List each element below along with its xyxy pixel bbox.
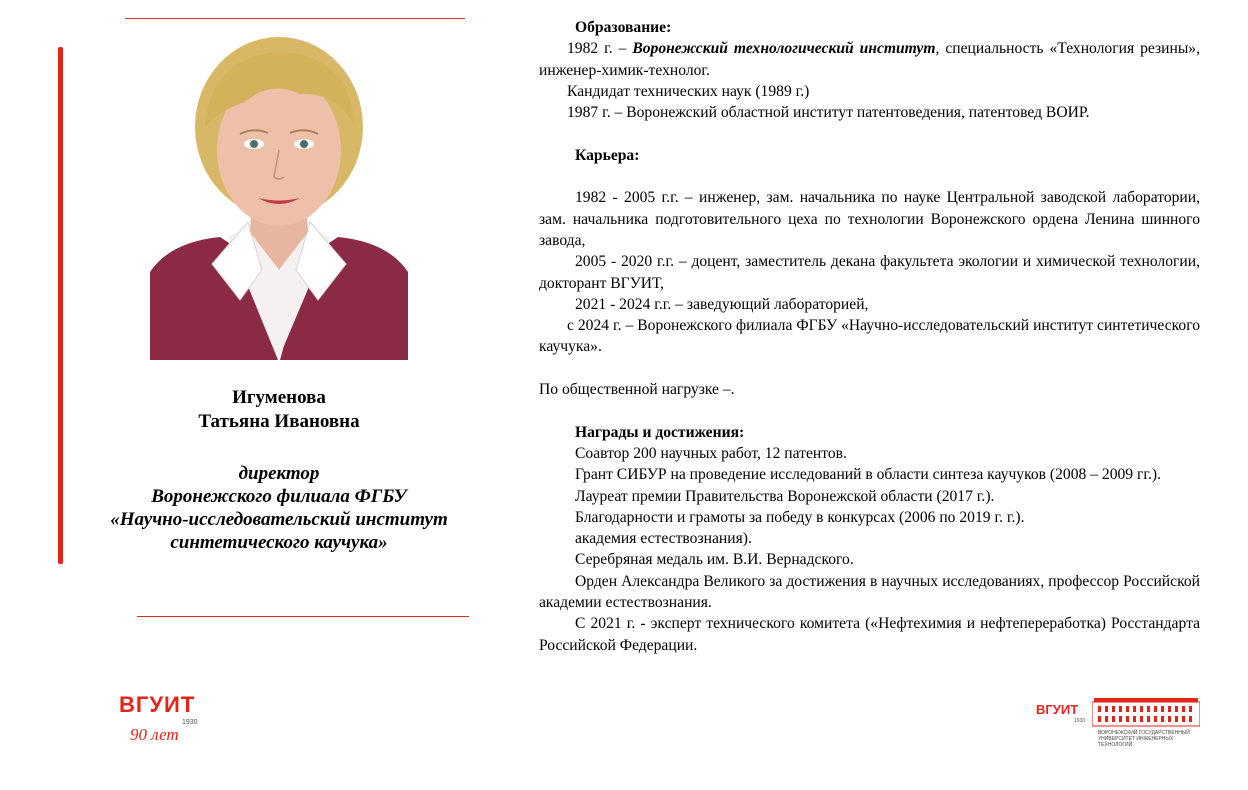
education-item: [539, 38, 1200, 81]
vguit-anniversary-logo: [112, 692, 212, 752]
role-org-line2: «Научно-исследовательский институт: [110, 509, 448, 530]
awards-heading: Награды и достижения:: [575, 423, 745, 441]
logo-anniversary: 90 лет: [130, 725, 179, 744]
award-item: С 2021 г. - эксперт технического комитета («Нефтехимия и нефтепереработка) Росстандарта Российской Федерации.: [539, 615, 1200, 654]
person-name: [100, 386, 458, 434]
award-item: Лауреат премии Правительства Воронежской области (2017 г.).: [575, 487, 995, 505]
career-item: 1982 - 2005 г.г. – инженер, зам. начальника по науке Центральной заводской лаборатории, зам. начальника подготовительного цеха по технологии Воронежского ордена Ленина шинного завода,: [539, 189, 1200, 249]
award-item: Грант СИБУР на проведение исследований в области синтеза каучуков (2008 – 2009 гг.).: [575, 466, 1162, 484]
education-specialty: , специальность «Технология резины», инженер-химик-технолог.: [539, 40, 1201, 79]
career-item: 2005 - 2020 г.г. – доцент, заместитель декана факультета экологии и химической технологии, докторант ВГУИТ,: [539, 253, 1200, 292]
career-heading: Карьера:: [575, 146, 640, 164]
biography: [539, 17, 1200, 656]
bottom-divider: [137, 616, 469, 617]
logo-year: 1930: [1074, 718, 1086, 724]
role-org-line3: синтетического каучука»: [170, 532, 388, 553]
education-heading: Образование:: [575, 19, 672, 36]
award-item: Орден Александра Великого за достижения в научных исследованиях, профессор Российской академии естествознания.: [539, 572, 1200, 612]
role-org-line1: Воронежского филиала ФГБУ: [151, 486, 407, 507]
given-names: Татьяна Ивановна: [198, 411, 360, 432]
surname: Игуменова: [232, 387, 326, 408]
career-item: с 2024 г. – Воронежского филиала ФГБУ «Научно-исследовательский институт синтетического каучука».: [539, 317, 1200, 356]
logo-caption: ВОРОНЕЖСКИЙ ГОСУДАРСТВЕННЫЙ УНИВЕРСИТЕТ ИНЖЕНЕРНЫХ ТЕХНОЛОГИЙ: [1098, 730, 1190, 748]
education-item: Кандидат технических наук (1989 г.): [567, 82, 810, 100]
vguit-university-logo: [1034, 694, 1204, 752]
award-item: академия естествознания).: [575, 530, 752, 548]
university-building-icon: [1092, 694, 1200, 728]
logo-wordmark: ВГУИТ: [119, 692, 196, 717]
social-work: По общественной нагрузке –.: [539, 381, 735, 399]
accent-bar: [58, 47, 63, 564]
education-institute: Воронежский технологический институт: [632, 40, 936, 58]
logo-year: 1930: [182, 719, 198, 726]
career-item: 2021 - 2024 г.г. – заведующий лабораторией,: [575, 295, 869, 313]
education-item: 1987 г. – Воронежский областной институт патентоведения, патентовед ВОИР.: [567, 104, 1090, 122]
award-item: Серебряная медаль им. В.И. Вернадского.: [575, 551, 854, 569]
award-item: Благодарности и грамоты за победу в конкурсах (2006 по 2019 г. г.).: [575, 508, 1025, 526]
education-year: 1982 г. –: [567, 40, 633, 58]
portrait-photo: [150, 32, 408, 360]
logo-wordmark: ВГУИТ: [1036, 702, 1079, 717]
top-divider: [125, 18, 465, 19]
person-role: [70, 462, 488, 554]
award-item: Соавтор 200 научных работ, 12 патентов.: [575, 444, 847, 462]
role-title: директор: [238, 463, 320, 484]
